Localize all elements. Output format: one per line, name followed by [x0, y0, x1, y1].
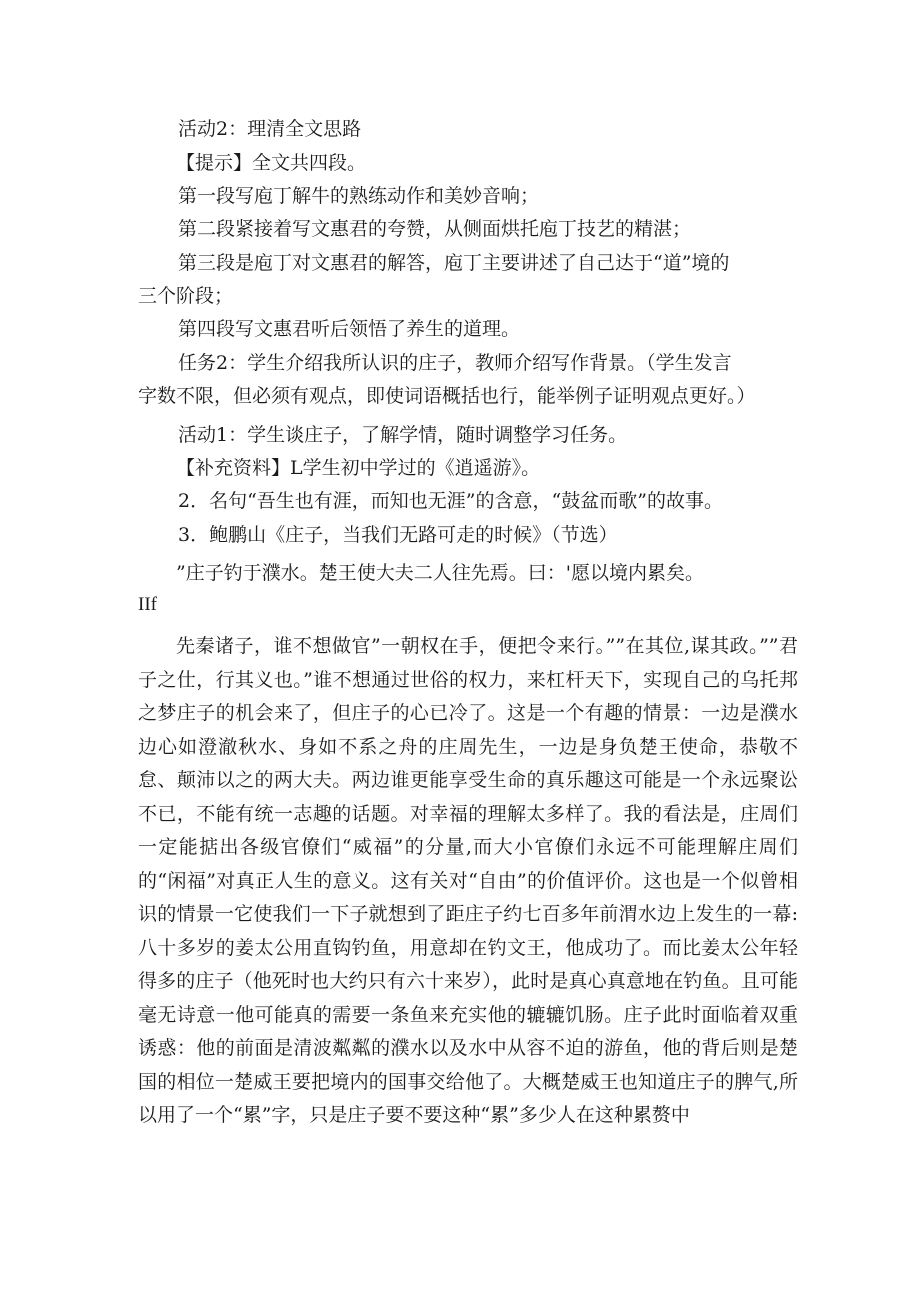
paragraph-four-summary: 第四段写文惠君听后领悟了养生的道理。	[178, 318, 521, 340]
paragraph-two-summary: 第二段紧接着写文惠君的夸赞，从侧面烘托庖丁技艺的精湛；	[178, 218, 692, 240]
hint-line: 【提示】全文共四段。	[176, 152, 367, 174]
task-2-line: 任务2：学生介绍我所认识的庄子，教师介绍写作背景。（学生发言	[178, 352, 732, 374]
task-2-line-cont: 字数不限，但必须有观点，即使词语概括也行，能举例子证明观点更好。）	[138, 385, 756, 407]
supplement-item-3: 3．鲍鹏山《庄子，当我们无路可走的时候》（节选）	[178, 524, 618, 546]
excerpt-paragraph: 先秦诸子，谁不想做官”一朝权在手，便把令来行。””在其位,谋其政。””君子之仕，行其义也。”谁不想通过世俗的权力，来杠杆天下，实现自己的乌托邦之梦庄子的机会来了，但庄子的心已冷了。这是一个有趣的情景：一边是濮水边心如澄澈秋水、身如不系之舟的庄周先生，一边是身负楚王使命，恭敬不怠、颠沛以之的两大夫。两边谁更能享受生命的真乐趣这可能是一个永远聚讼不已，不能有统一志趣的话题。对幸福的理解太多样了。我的看法是，庄周们一定能掂出各级官僚们“威福”的分量,而大小官僚们永远不可能理解庄周们的“闲福”对真正人生的意义。这有关对“自由”的价值评价。这也是一个似曾相识的情景一它使我们一下子就想到了距庄子约七百多年前渭水边上发生的一幕:八十多岁的姜太公用直钩钓鱼，用意却在钓文王，他成功了。而比姜太公年轻得多的庄子（他死时也大约只有六十来岁），此时是真心真意地在钓鱼。且可能毫无诗意一他可能真的需要一条鱼来充实他的辘辘饥肠。庄子此时面临着双重诱惑：他的前面是清波粼粼的濮水以及水中从容不迫的游鱼，他的背后则是楚国的相位一楚威王要把境内的国事交给他了。大概楚威王也知道庄子的脾气,所以用了一个“累”字，只是庄子要不要这种“累”多少人在这种累赘中	[138, 635, 798, 1126]
quote-line: ”庄子钓于濮水。楚王使大夫二人往先焉。曰：'愿以境内累矣。	[176, 562, 704, 584]
supplement-item-2: 2．名句“吾生也有涯，而知也无涯”的含意，“鼓盆而歌”的故事。	[178, 490, 723, 512]
paragraph-three-summary-cont: 三个阶段；	[138, 285, 234, 307]
paragraph-one-summary: 第一段写庖丁解牛的熟练动作和美妙音响；	[178, 185, 540, 207]
activity-1-line: 活动1：学生谈庄子，了解学情，随时调整学习任务。	[178, 424, 628, 446]
activity-2-heading: 活动2：理清全文思路	[178, 118, 362, 140]
supplement-heading: 【补充资料】L学生初中学过的《逍遥游》。	[176, 457, 541, 479]
ocr-fragment: IIf	[138, 594, 157, 615]
paragraph-three-summary: 第三段是庖丁对文惠君的解答，庖丁主要讲述了自己达于“道”境的	[178, 252, 730, 274]
